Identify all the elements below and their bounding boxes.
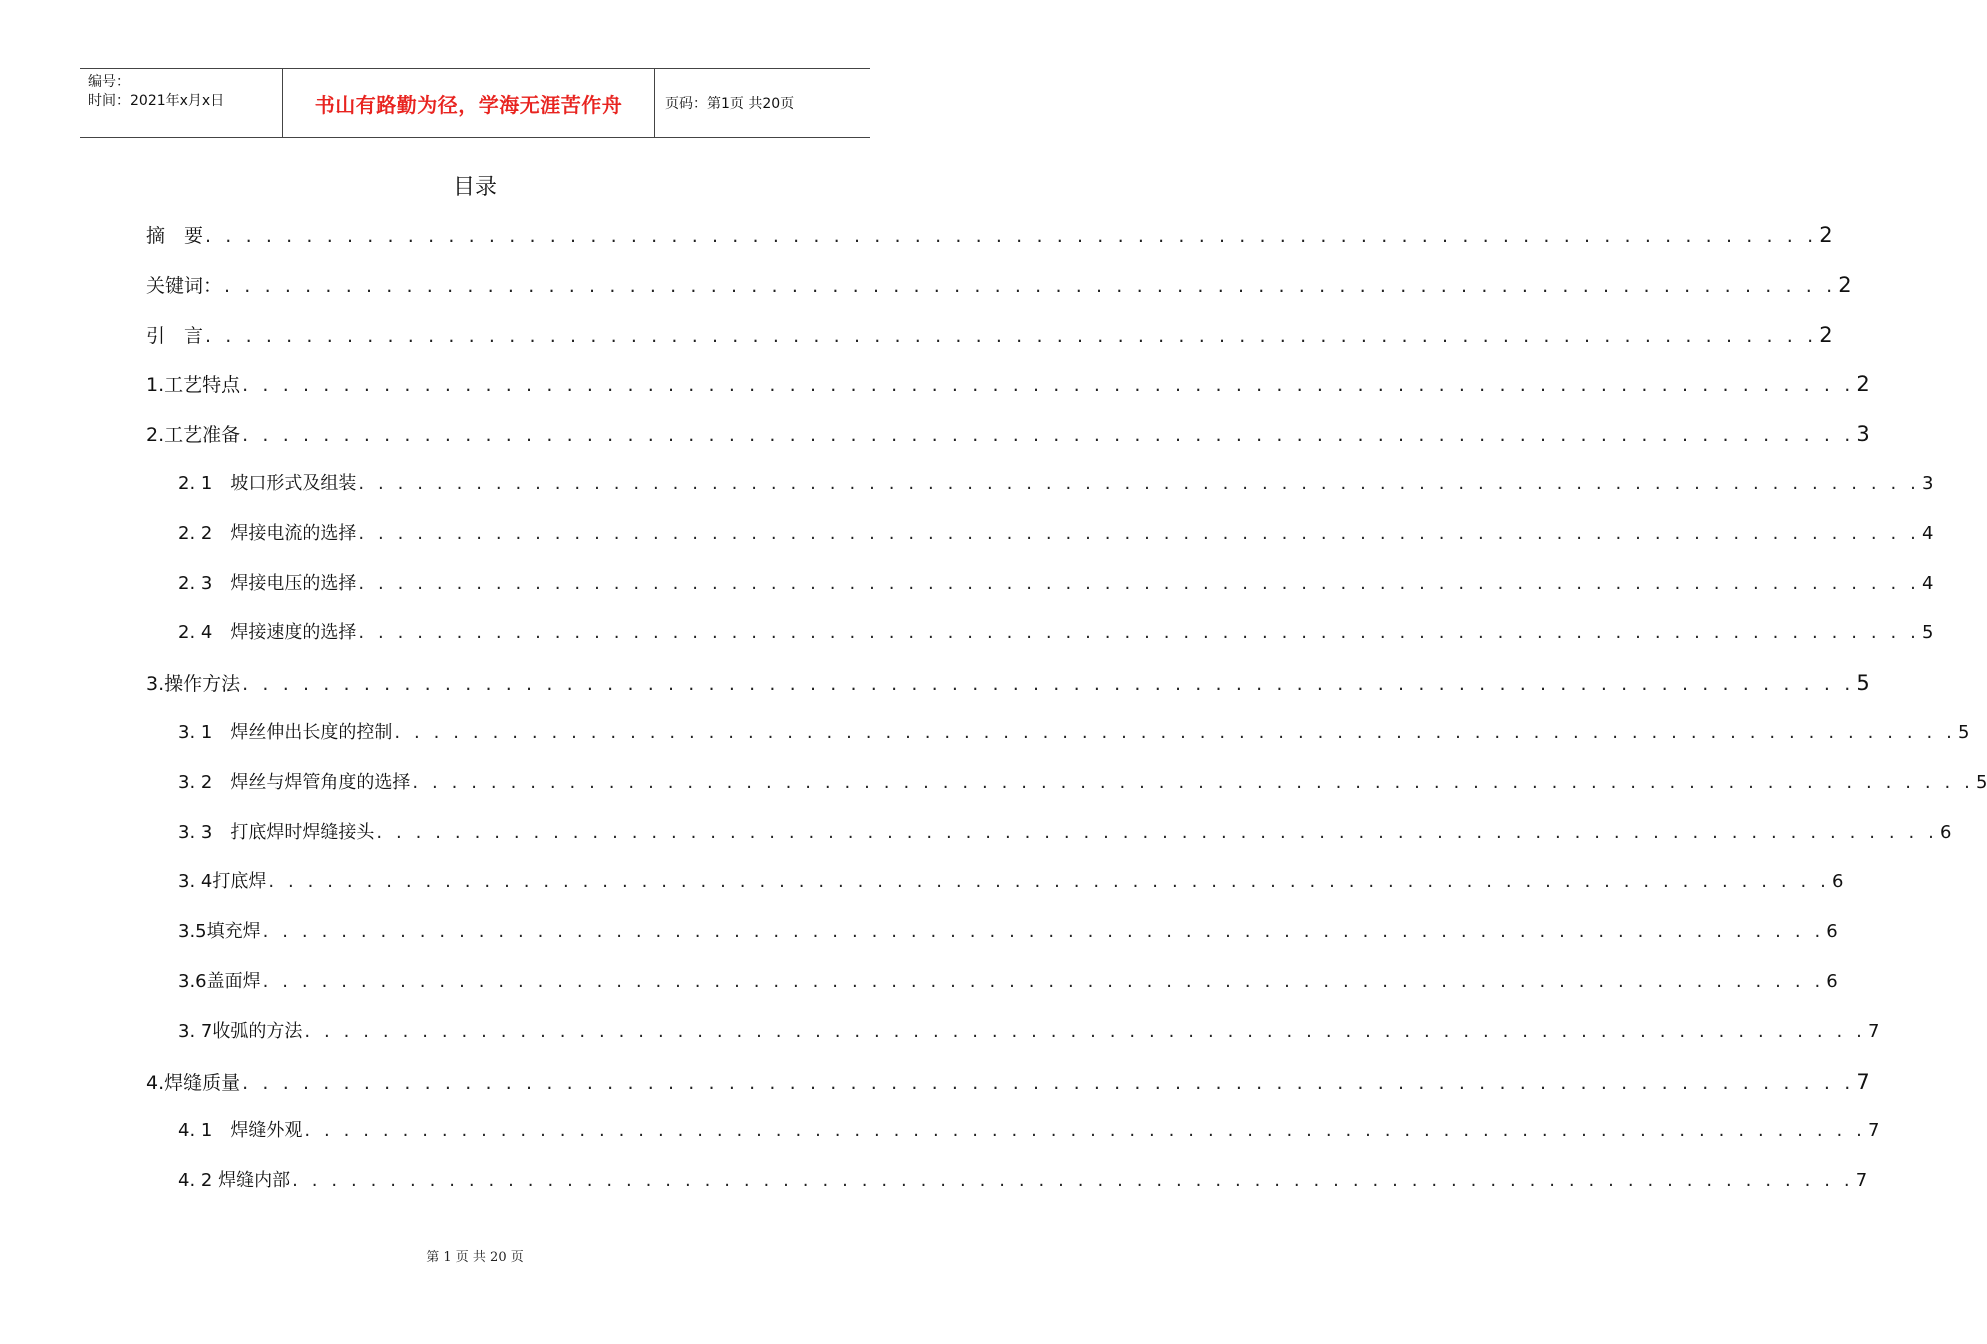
toc-entry-label: 3. 3 打底焊时焊缝接头: [178, 821, 375, 843]
toc-entry-label: 2. 1 坡口形式及组装: [178, 472, 357, 494]
toc-leader-dots: . . . . . . . . . . . . . . . . . . . . . . . . . . . . . . . . . . . . . . . . . . . . . . . . . . . . . . . . . . . . . . . . . . . . . . . . . . . . . . . .: [205, 225, 1818, 247]
toc-entry-label: 2. 4 焊接速度的选择: [178, 622, 357, 644]
toc-title: 目录: [452, 175, 497, 200]
toc-entry-page: 7: [1856, 1069, 1870, 1094]
toc-entry-page: 5: [1958, 721, 1970, 743]
page-footer: 第 1 页 共 20 页: [426, 1250, 524, 1265]
toc-leader-dots: . . . . . . . . . . . . . . . . . . . . . . . . . . . . . . . . . . . . . . . . . . . . . . . . . . . . . . . . . . . . . . . . . . . . . . . . . . . . . . . .: [376, 821, 1939, 843]
toc-entry[interactable]: [146, 567, 1934, 617]
toc-entry-label: 4. 1 焊缝外观: [178, 1120, 303, 1142]
toc-leader-dots: . . . . . . . . . . . . . . . . . . . . . . . . . . . . . . . . . . . . . . . . . . . . . . . . . . . . . . . . . . . . . . . . . . . . . . . . . . . . . . . .: [242, 1071, 1855, 1094]
toc-leader-dots: . . . . . . . . . . . . . . . . . . . . . . . . . . . . . . . . . . . . . . . . . . . . . . . . . . . . . . . . . . . . . . . . . . . . . . . . . . . . . . . .: [268, 871, 1831, 893]
toc-entry-label: 引 言: [146, 324, 204, 347]
toc-entry[interactable]: [146, 965, 1838, 1015]
toc-entry[interactable]: [146, 218, 1833, 268]
header-meta: [80, 69, 282, 137]
toc-entry-page: 2: [1838, 272, 1852, 297]
toc-entry[interactable]: [146, 1114, 1880, 1164]
toc-entry[interactable]: [146, 467, 1934, 517]
toc-entry[interactable]: [146, 816, 1952, 866]
toc-leader-dots: . . . . . . . . . . . . . . . . . . . . . . . . . . . . . . . . . . . . . . . . . . . . . . . . . . . . . . . . . . . . . . . . . . . . . . . . . . . . . . . .: [205, 324, 1818, 347]
toc-entry[interactable]: [146, 716, 1970, 766]
toc-entry-page: 6: [1940, 821, 1952, 843]
toc-entry-page: 2: [1856, 372, 1870, 397]
toc-entry-label: 3.操作方法: [146, 673, 241, 696]
toc-entry-page: 2: [1819, 223, 1833, 247]
toc-entry[interactable]: [146, 367, 1870, 417]
toc-leader-dots: . . . . . . . . . . . . . . . . . . . . . . . . . . . . . . . . . . . . . . . . . . . . . . . . . . . . . . . . . . . . . . . . . . . . . . . . . . . . . . . .: [358, 622, 1921, 644]
toc-entry-label: 4. 2 焊缝内部: [178, 1170, 291, 1192]
toc-leader-dots: . . . . . . . . . . . . . . . . . . . . . . . . . . . . . . . . . . . . . . . . . . . . . . . . . . . . . . . . . . . . . . . . . . . . . . . . . . . . . . . .: [304, 1020, 1867, 1042]
toc-entry-page: 5: [1976, 771, 1987, 793]
toc-leader-dots: . . . . . . . . . . . . . . . . . . . . . . . . . . . . . . . . . . . . . . . . . . . . . . . . . . . . . . . . . . . . . . . . . . . . . . . . . . . . . . . .: [358, 522, 1921, 544]
toc-entry-page: 7: [1855, 1170, 1868, 1192]
header-page-info: 页码：第1页 共20页: [665, 96, 795, 112]
toc-entry-page: 6: [1826, 921, 1838, 943]
toc-entry-page: 4: [1922, 572, 1934, 594]
toc-entry-page: 3: [1922, 472, 1934, 494]
toc-leader-dots: . . . . . . . . . . . . . . . . . . . . . . . . . . . . . . . . . . . . . . . . . . . . . . . . . . . . . . . . . . . . . . . . . . . . . . . . . . . . . . . .: [358, 572, 1921, 594]
toc-entry-label: 1.工艺特点: [146, 374, 241, 397]
toc-entry-page: 7: [1868, 1120, 1880, 1142]
toc-entry-label: 4.焊缝质量: [146, 1071, 241, 1094]
toc-entry-page: 6: [1826, 970, 1838, 992]
toc-entry-page: 4: [1922, 522, 1934, 544]
toc-entry-page: 7: [1868, 1020, 1880, 1042]
toc-entry[interactable]: [146, 915, 1838, 965]
toc-leader-dots: . . . . . . . . . . . . . . . . . . . . . . . . . . . . . . . . . . . . . . . . . . . . . . . . . . . . . . . . . . . . . . . . . . . . . . . . . . . . . . . .: [292, 1170, 1854, 1192]
toc-leader-dots: . . . . . . . . . . . . . . . . . . . . . . . . . . . . . . . . . . . . . . . . . . . . . . . . . . . . . . . . . . . . . . . . . . . . . . . . . . . . . . . .: [242, 424, 1855, 447]
toc-entry[interactable]: [146, 417, 1870, 467]
toc-entry-label: 2.工艺准备: [146, 424, 241, 447]
toc-entry[interactable]: [146, 1164, 1868, 1214]
header-motto: 书山有路勤为径，学海无涯苦作舟: [282, 69, 655, 137]
toc-entry-page: 5: [1922, 622, 1934, 644]
toc-entry[interactable]: [146, 517, 1934, 567]
toc-entry-page: 3: [1856, 422, 1870, 447]
table-of-contents: [146, 218, 1987, 1214]
toc-entry-label: 2. 3 焊接电压的选择: [178, 572, 357, 594]
toc-entry-label: 2. 2 焊接电流的选择: [178, 522, 357, 544]
toc-entry[interactable]: [146, 666, 1870, 716]
toc-leader-dots: . . . . . . . . . . . . . . . . . . . . . . . . . . . . . . . . . . . . . . . . . . . . . . . . . . . . . . . . . . . . . . . . . . . . . . . . . . . . . . . .: [412, 771, 1975, 793]
toc-entry-label: 3.5填充焊: [178, 921, 261, 943]
toc-entry[interactable]: [146, 616, 1934, 666]
page-header: [80, 68, 870, 138]
toc-entry-label: 摘 要: [146, 225, 204, 247]
toc-entry[interactable]: [146, 1065, 1870, 1115]
toc-entry-label: 3. 2 焊丝与焊管角度的选择: [178, 771, 411, 793]
toc-entry-label: 3. 7收弧的方法: [178, 1020, 303, 1042]
toc-entry[interactable]: [146, 268, 1852, 318]
toc-leader-dots: . . . . . . . . . . . . . . . . . . . . . . . . . . . . . . . . . . . . . . . . . . . . . . . . . . . . . . . . . . . . . . . . . . . . . . . . . . . . . . . .: [304, 1120, 1867, 1142]
toc-leader-dots: . . . . . . . . . . . . . . . . . . . . . . . . . . . . . . . . . . . . . . . . . . . . . . . . . . . . . . . . . . . . . . . . . . . . . . . . . . . . . . . .: [262, 970, 1825, 992]
toc-entry[interactable]: [146, 1015, 1880, 1065]
toc-entry-label: 3. 1 焊丝伸出长度的控制: [178, 721, 393, 743]
toc-entry[interactable]: [146, 766, 1987, 816]
toc-leader-dots: . . . . . . . . . . . . . . . . . . . . . . . . . . . . . . . . . . . . . . . . . . . . . . . . . . . . . . . . . . . . . . . . . . . . . . . . . . . . . . . .: [262, 921, 1825, 943]
toc-entry[interactable]: [146, 318, 1833, 368]
toc-entry[interactable]: [146, 865, 1844, 915]
document-time-label: 时间：2021年x月x日: [88, 93, 225, 109]
toc-entry-page: 2: [1819, 322, 1833, 347]
toc-entry-page: 5: [1856, 671, 1870, 696]
toc-entry-label: 关键词：: [146, 274, 223, 297]
toc-entry-label: 3.6盖面焊: [178, 970, 261, 992]
toc-leader-dots: . . . . . . . . . . . . . . . . . . . . . . . . . . . . . . . . . . . . . . . . . . . . . . . . . . . . . . . . . . . . . . . . . . . . . . . . . . . . . . . .: [242, 374, 1855, 397]
toc-leader-dots: . . . . . . . . . . . . . . . . . . . . . . . . . . . . . . . . . . . . . . . . . . . . . . . . . . . . . . . . . . . . . . . . . . . . . . . . . . . . . . . .: [242, 673, 1855, 696]
toc-entry-page: 6: [1832, 871, 1844, 893]
toc-leader-dots: . . . . . . . . . . . . . . . . . . . . . . . . . . . . . . . . . . . . . . . . . . . . . . . . . . . . . . . . . . . . . . . . . . . . . . . . . . . . . . . .: [358, 472, 1921, 494]
document-number-label: 编号：: [88, 74, 130, 90]
toc-leader-dots: . . . . . . . . . . . . . . . . . . . . . . . . . . . . . . . . . . . . . . . . . . . . . . . . . . . . . . . . . . . . . . . . . . . . . . . . . . . . . . . .: [394, 721, 1957, 743]
toc-leader-dots: . . . . . . . . . . . . . . . . . . . . . . . . . . . . . . . . . . . . . . . . . . . . . . . . . . . . . . . . . . . . . . . . . . . . . . . . . . . . . . . .: [224, 274, 1837, 297]
toc-entry-label: 3. 4打底焊: [178, 871, 267, 893]
